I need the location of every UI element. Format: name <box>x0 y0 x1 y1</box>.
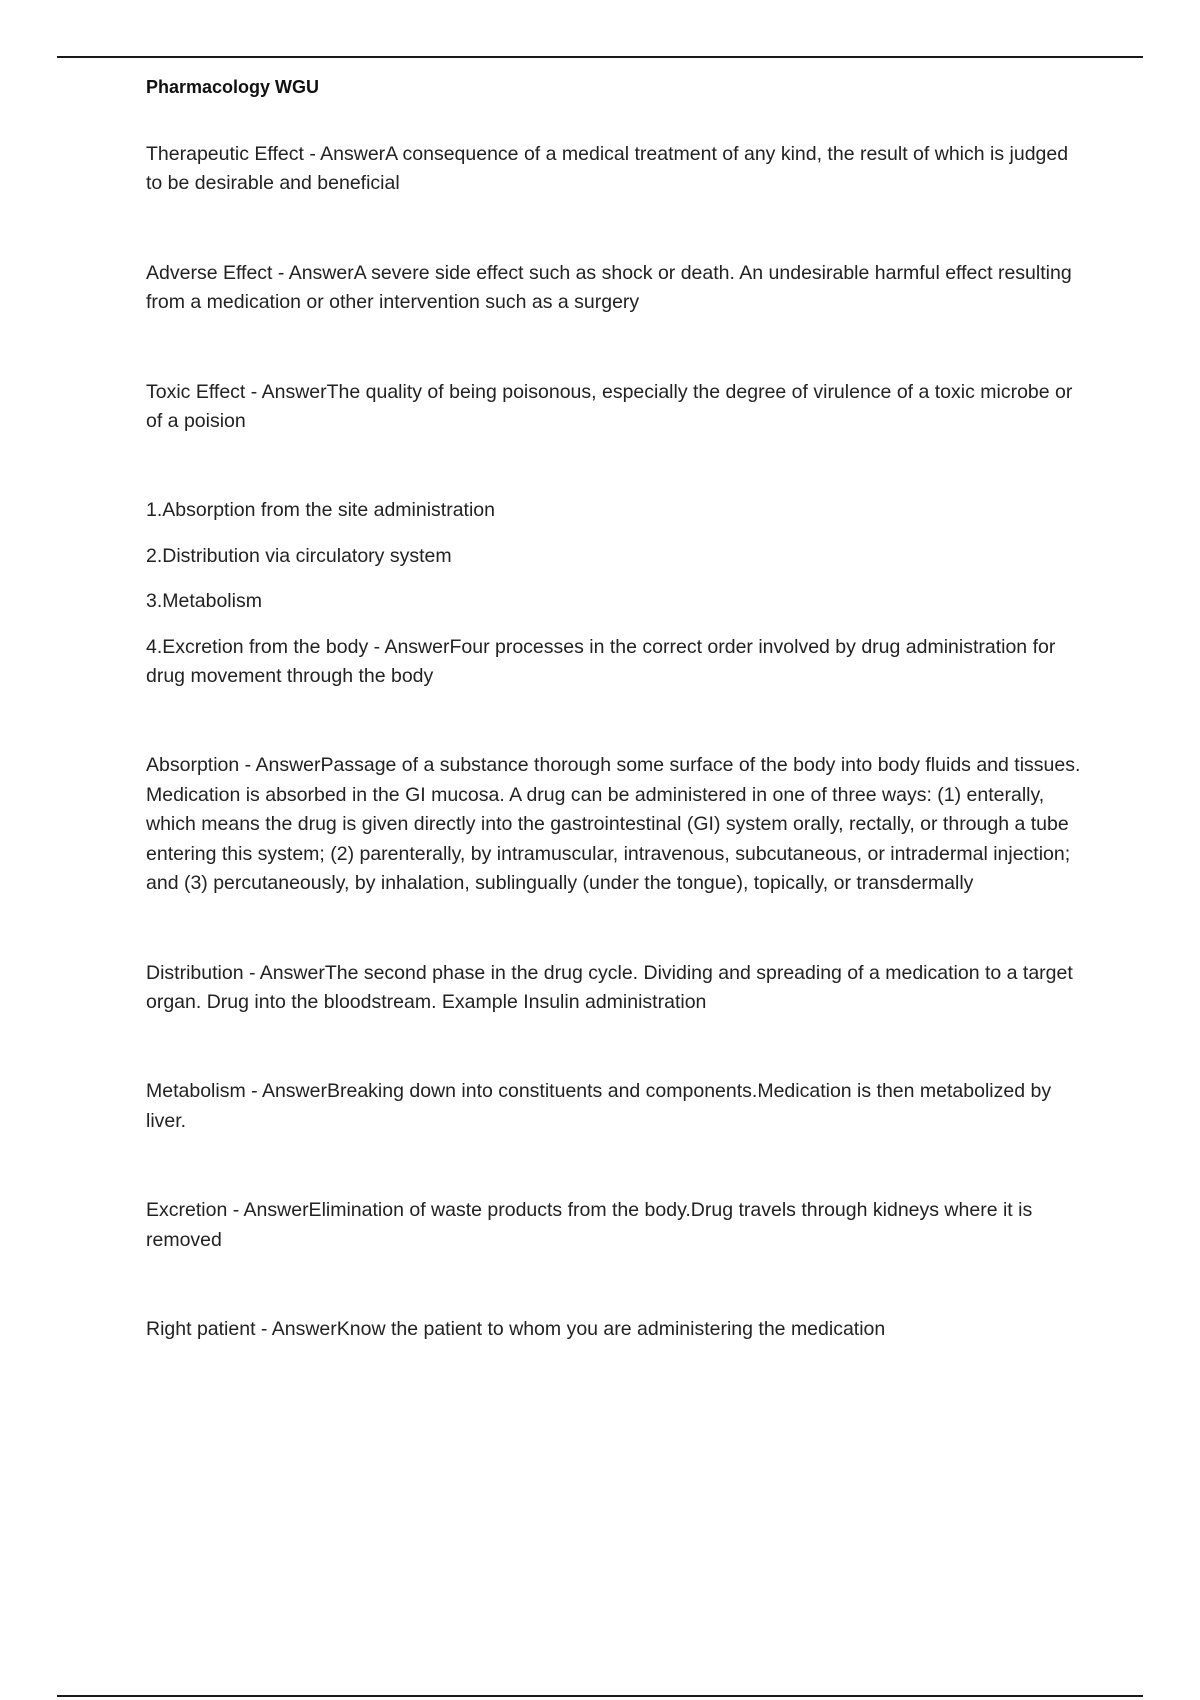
entry-right-patient: Right patient - AnswerKnow the patient to whom you are administering the medication <box>146 1317 886 1340</box>
document-title: Pharmacology WGU <box>146 77 320 97</box>
top-rule <box>57 56 1143 58</box>
step-distribution: 2.Distribution via circulatory system <box>146 544 452 567</box>
step-excretion: 4.Excretion from the body - AnswerFour processes in the correct order involved by drug administration for drug movement through the body <box>146 635 1056 688</box>
entry-excretion: Excretion - AnswerElimination of waste products from the body.Drug travels through kidneys where it is removed <box>146 1199 1033 1251</box>
bottom-rule <box>57 1695 1143 1697</box>
step-metabolism: 3.Metabolism <box>146 590 262 613</box>
entry-therapeutic-effect: Therapeutic Effect - AnswerA consequence of a medical treatment of any kind, the result of which is judged to be desirable and beneficial <box>146 143 1069 195</box>
entry-adverse-effect: Adverse Effect - AnswerA severe side effect such as shock or death. An undesirable harmful effect resulting from a medication or other intervention such as a surgery <box>146 261 1072 314</box>
entry-toxic-effect: Toxic Effect - AnswerThe quality of being poisonous, especially the degree of virulence of a toxic microbe or of a poision <box>146 380 1073 433</box>
document-body <box>146 72 1086 1404</box>
entry-absorption: Absorption - AnswerPassage of a substance thorough some surface of the body into body fluids and tissues. Medication is absorbed in the GI mucosa. A drug can be administered in one of three ways: (1) enterally, which means the drug is given directly into the gastrointestinal (GI) system orally, rectally, or through a tube entering this system; (2) parenterally, by intramuscular, intravenous, subcutaneous, or intradermal injection; and (3) percutaneously, by inhalation, sublingually (under the tongue), topically, or transdermally <box>146 754 1081 895</box>
step-absorption: 1.Absorption from the site administration <box>146 499 496 522</box>
entry-distribution: Distribution - AnswerThe second phase in the drug cycle. Dividing and spreading of a medication to a target organ. Drug into the bloodstream. Example Insulin administration <box>146 961 1073 1013</box>
entry-metabolism: Metabolism - AnswerBreaking down into constituents and components.Medication is then metabolized by liver. <box>146 1080 1052 1132</box>
